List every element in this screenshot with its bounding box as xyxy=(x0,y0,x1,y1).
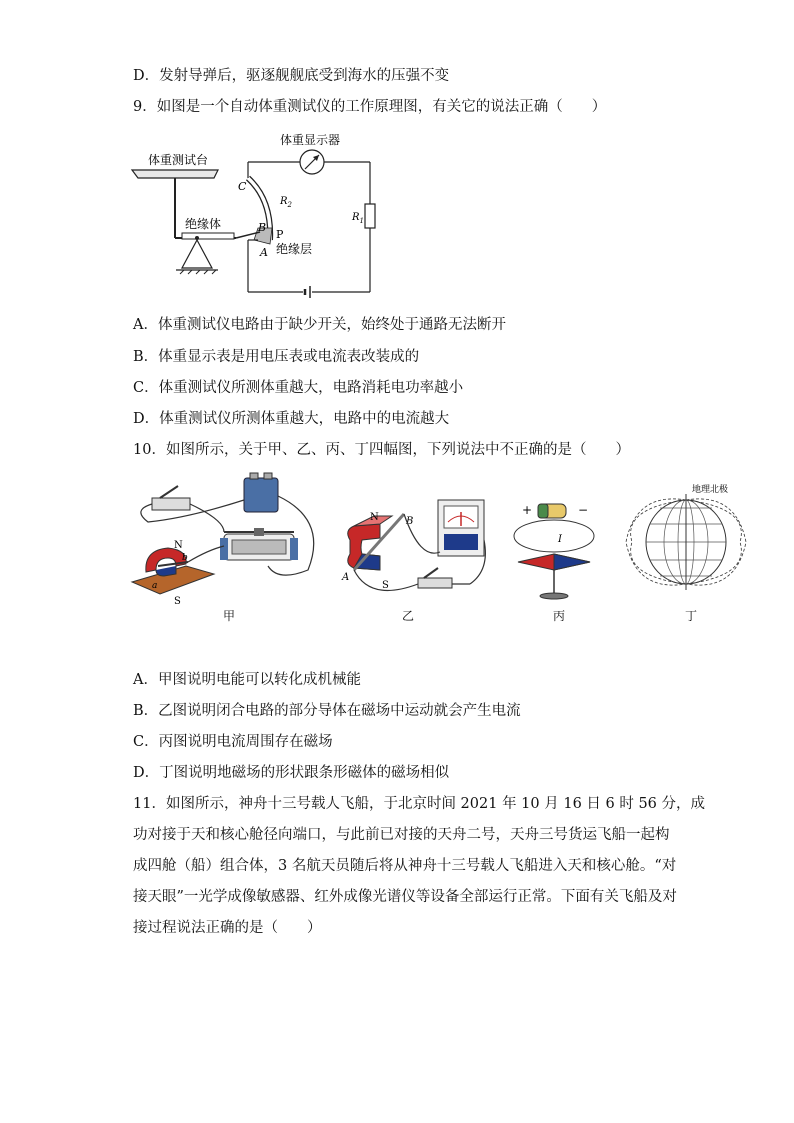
q9-option-d: D．体重测试仪所测体重越大，电路中的电流越大 xyxy=(133,411,450,427)
q9-label-B: B xyxy=(258,221,267,234)
q10-figure-yi xyxy=(340,490,500,610)
q9-label-A: A xyxy=(260,246,268,259)
q9-label-R2: R xyxy=(280,196,288,207)
q11-line-2: 功对接于天和核心舱径向端口，与此前已对接的天舟二号，天舟三号货运飞船一起构 xyxy=(133,827,670,843)
q11-line-1: 11．如图所示，神舟十三号载人飞船，于北京时间 2021 年 10 月 16 日 6 时 56 分，成 xyxy=(133,796,706,812)
q10-ding-label: 地理北极 xyxy=(692,485,729,495)
q10-jia-b: b xyxy=(182,553,188,563)
q10-yi-N: N xyxy=(370,512,379,523)
q10-jia-a: a xyxy=(152,581,158,591)
q9-label-display: 体重显示器 xyxy=(280,133,341,147)
q10-option-c: C．丙图说明电流周围存在磁场 xyxy=(133,734,333,750)
q10-figure-bing xyxy=(508,490,608,610)
q8-option-d: D．发射导弹后，驱逐舰舰底受到海水的压强不变 xyxy=(133,68,450,84)
q10-option-b: B．乙图说明闭合电路的部分导体在磁场中运动就会产生电流 xyxy=(133,703,521,719)
q10-yi-S: S xyxy=(382,580,389,591)
q10-caption-bing: 丙 xyxy=(552,609,565,623)
q10-jia-S: S xyxy=(174,596,181,607)
q10-bing-minus: − xyxy=(578,503,589,517)
q9-label-insulator: 绝缘体 xyxy=(185,217,222,231)
svg-text:R1 xyxy=(351,212,364,225)
q9-label-insulation-layer: 绝缘层 xyxy=(276,242,313,256)
q11-line-3: 成四舱（船）组合体，3 名航天员随后将从神舟十三号载人飞船进入天和核心舱。“对 xyxy=(133,858,677,874)
q9-stem: 9．如图是一个自动体重测试仪的工作原理图，有关它的说法正确（ ） xyxy=(133,99,607,115)
q9-label-P: P xyxy=(276,228,284,241)
q9-label-C: C xyxy=(238,180,247,193)
q9-option-b: B．体重显示表是用电压表或电流表改装成的 xyxy=(133,349,420,365)
q10-bing-I: I xyxy=(558,534,562,545)
q10-stem: 10．如图所示，关于甲、乙、丙、丁四幅图，下列说法中不正确的是（ ） xyxy=(133,442,630,458)
q10-caption-yi: 乙 xyxy=(401,609,414,623)
q9-label-platform: 体重测试台 xyxy=(148,153,209,167)
q9-label-R1-sub: 1 xyxy=(359,217,364,225)
q10-yi-A: A xyxy=(342,572,350,583)
svg-text:R2 xyxy=(279,196,293,209)
q9-option-c: C．体重测试仪所测体重越大，电路消耗电功率越小 xyxy=(133,380,464,396)
q10-option-a: A．甲图说明电能可以转化成机械能 xyxy=(133,672,361,688)
q10-figure-ding xyxy=(622,478,752,608)
q11-line-4: 接天眼”一光学成像敏感器、红外成像光谱仪等设备全部运行正常。下面有关飞船及对 xyxy=(133,889,677,905)
q10-option-d: D．丁图说明地磁场的形状跟条形磁体的磁场相似 xyxy=(133,765,450,781)
q11-line-5: 接过程说法正确的是（ ） xyxy=(133,920,322,936)
q10-yi-B: B xyxy=(406,516,414,527)
q9-option-a: A．体重测试仪电路由于缺少开关，始终处于通路无法断开 xyxy=(133,317,506,333)
q10-jia-N: N xyxy=(174,540,183,551)
q10-caption-jia: 甲 xyxy=(222,609,235,623)
q9-circuit-diagram xyxy=(130,128,390,303)
q9-label-R2-sub: 2 xyxy=(287,201,292,209)
q10-caption-ding: 丁 xyxy=(684,609,697,623)
q9-label-R1: R xyxy=(352,212,360,223)
q10-bing-plus: + xyxy=(522,503,533,517)
q10-figure-jia xyxy=(128,470,328,610)
